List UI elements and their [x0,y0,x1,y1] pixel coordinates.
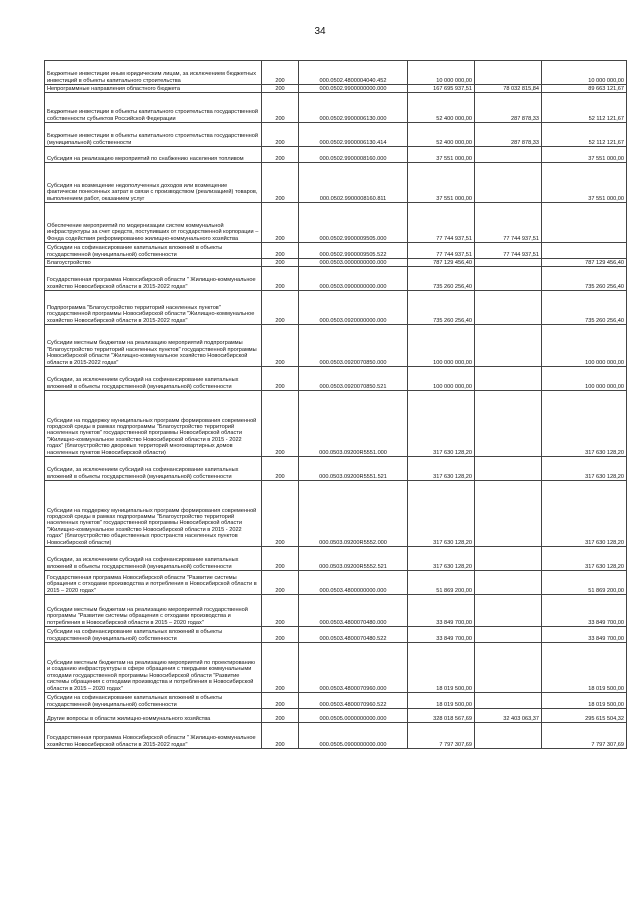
table-row [45,709,627,723]
row-name: Субсидии местным бюджетам на реализацию мероприятий государственной программы "Развитие системы обращения с отходами производства и потребления в Новосибирской области в 2015 – 2020 годах" [45,595,262,627]
row-name: Субсидии на поддержку муниципальных программ формирования современной городской среды в рамках подпрограммы "Благоустройство территорий населенных пунктов" государственной программы Новосибирской области "Жилищно-коммунальное хозяйство Новосибирской области в 2015 - 2022 годах" (благоустройство общественных пространств населенных пунктов Новосибирской области) [45,481,262,547]
row-name: Субсидии на софинансирование капитальных вложений в объекты государственной (муниципальной) собственности [45,627,262,643]
row-code: 200 [262,123,299,147]
row-value-federal [475,595,542,627]
row-value-regional: 52 112 121,67 [542,93,627,123]
row-code: 200 [262,723,299,749]
row-value-regional: 317 630 128,20 [542,481,627,547]
row-code: 200 [262,325,299,367]
table-row [45,595,627,627]
row-value-regional: 18 019 500,00 [542,693,627,709]
row-value-regional: 7 797 307,69 [542,723,627,749]
row-name: Благоустройство [45,259,262,267]
row-name: Субсидии, за исключением субсидий на софинансирование капитальных вложений в объекты государственной (муниципальной) собственности [45,367,262,391]
row-value-regional: 37 551 000,00 [542,147,627,163]
row-kbk: 000.0502.9900006130.414 [299,123,408,147]
row-kbk: 000.0503.4800070480.522 [299,627,408,643]
row-value-federal: 32 403 063,37 [475,709,542,723]
row-value-federal [475,163,542,203]
table-row [45,203,627,243]
row-value-total: 100 000 000,00 [408,325,475,367]
row-value-total: 100 000 000,00 [408,367,475,391]
table-row [45,547,627,571]
row-name: Субсидия на реализацию мероприятий по снабжению населения топливом [45,147,262,163]
row-kbk: 000.0502.9900008160.811 [299,163,408,203]
row-value-regional: 33 849 700,00 [542,595,627,627]
table-row [45,267,627,291]
row-code: 200 [262,457,299,481]
row-kbk: 000.0503.09200R5552.000 [299,481,408,547]
budget-table-body [45,61,627,749]
table-row [45,93,627,123]
row-name: Субсидия на возмещение недополученных доходов или возмещение фактически понесенных затрат в связи с производством (реализацией) товаров, выполнением работ, оказанием услуг [45,163,262,203]
table-row [45,259,627,267]
row-value-regional [542,203,627,243]
row-value-regional: 735 260 256,40 [542,291,627,325]
row-value-federal [475,291,542,325]
row-value-regional: 10 000 000,00 [542,61,627,85]
row-code: 200 [262,147,299,163]
row-value-total: 33 849 700,00 [408,627,475,643]
row-name: Субсидии местным бюджетам на реализацию мероприятий подпрограммы "Благоустройство территорий населенных пунктов" государственной программы Новосибирской области "Жилищно-коммунальное хозяйство Новосибирской области в 2015-2022 годах" [45,325,262,367]
row-value-total: 7 797 307,69 [408,723,475,749]
row-kbk: 000.0503.4800070960.000 [299,643,408,693]
row-value-federal [475,693,542,709]
row-kbk: 000.0503.09200R5551.521 [299,457,408,481]
row-name: Государственная программа Новосибирской области "Развитие системы обращения с отходами производства и потребления в Новосибирской области в 2015 – 2020 годах" [45,571,262,595]
row-value-regional: 317 630 128,20 [542,547,627,571]
row-value-regional: 89 663 121,67 [542,85,627,93]
row-code: 200 [262,627,299,643]
table-row [45,723,627,749]
row-value-regional: 317 630 128,20 [542,457,627,481]
row-name: Подпрограмма "Благоустройство территорий населенных пунктов" государственной программы Новосибирской области "Жилищно-коммунальное хозяйство Новосибирской области в 2015-2022 годах" [45,291,262,325]
table-row [45,61,627,85]
row-name: Субсидии, за исключением субсидий на софинансирование капитальных вложений в объекты государственной (муниципальной) собственности [45,457,262,481]
table-row [45,627,627,643]
row-value-total: 787 129 456,40 [408,259,475,267]
row-value-regional: 52 112 121,67 [542,123,627,147]
row-value-federal [475,147,542,163]
row-kbk: 000.0503.0920070850.521 [299,367,408,391]
row-kbk: 000.0502.9900006130.000 [299,93,408,123]
row-code: 200 [262,291,299,325]
row-value-federal: 77 744 937,51 [475,203,542,243]
row-value-federal [475,571,542,595]
table-row [45,85,627,93]
row-value-total: 18 019 500,00 [408,643,475,693]
row-name: Бюджетные инвестиции в объекты капитального строительства государственной собственности субъектов Российской Федерации [45,93,262,123]
row-kbk: 000.0503.09200R5551.000 [299,391,408,457]
row-value-federal [475,627,542,643]
row-value-total: 52 400 000,00 [408,93,475,123]
row-name: Непрограммные направления областного бюджета [45,85,262,93]
row-code: 200 [262,547,299,571]
table-row [45,325,627,367]
row-value-regional: 33 849 700,00 [542,627,627,643]
row-kbk: 000.0502.9900000000.000 [299,85,408,93]
row-code: 200 [262,595,299,627]
row-kbk: 000.0503.4800000000.000 [299,571,408,595]
row-value-total: 328 018 567,69 [408,709,475,723]
row-value-total: 18 019 500,00 [408,693,475,709]
row-value-regional: 735 260 256,40 [542,267,627,291]
row-value-total: 317 630 128,20 [408,547,475,571]
row-value-regional: 51 869 200,00 [542,571,627,595]
row-kbk: 000.0503.4800070480.000 [299,595,408,627]
row-kbk: 000.0503.0920000000.000 [299,291,408,325]
row-name: Субсидии на софинансирование капитальных вложений в объекты государственной (муниципальной) собственности [45,243,262,259]
table-row [45,693,627,709]
row-kbk: 000.0502.4800004040.452 [299,61,408,85]
row-kbk: 000.0503.0900000000.000 [299,267,408,291]
row-name: Бюджетные инвестиции иным юридическим лицам, за исключением бюджетных инвестиций в объекты капитального строительства [45,61,262,85]
row-code: 200 [262,203,299,243]
row-value-total: 37 551 000,00 [408,163,475,203]
row-value-regional: 37 551 000,00 [542,163,627,203]
row-value-total: 317 630 128,20 [408,457,475,481]
row-kbk: 000.0502.9900009505.000 [299,203,408,243]
row-name: Государственная программа Новосибирской области " Жилищно-коммунальное хозяйство Новосибирской области в 2015-2022 годах" [45,267,262,291]
row-name: Субсидии на поддержку муниципальных программ формирования современной городской среды в рамках подпрограммы "Благоустройство территорий населенных пунктов" государственной программы Новосибирской области "Жилищно-коммунальное хозяйство Новосибирской области в 2015 - 2022 годах" (благоустройство дворовых территорий многоквартирных домов населенных пунктов Новосибирской области) [45,391,262,457]
row-value-federal: 287 878,33 [475,123,542,147]
row-kbk: 000.0503.0920070850.000 [299,325,408,367]
row-code: 200 [262,391,299,457]
row-value-regional [542,243,627,259]
row-value-total: 735 260 256,40 [408,267,475,291]
row-value-total: 10 000 000,00 [408,61,475,85]
row-value-total: 77 744 937,51 [408,243,475,259]
row-value-regional: 787 129 456,40 [542,259,627,267]
table-row [45,391,627,457]
row-name: Обеспечение мероприятий по модернизации систем коммунальной инфраструктуры за счет средств, поступивших от государственной корпорации – Фонда содействия реформированию жилищно-коммунального хозяйства [45,203,262,243]
row-value-total: 317 630 128,20 [408,481,475,547]
row-kbk: 000.0505.0000000000.000 [299,709,408,723]
row-value-total: 33 849 700,00 [408,595,475,627]
row-value-federal: 77 744 937,51 [475,243,542,259]
row-value-regional: 100 000 000,00 [542,367,627,391]
table-row [45,243,627,259]
row-code: 200 [262,267,299,291]
row-value-regional: 100 000 000,00 [542,325,627,367]
row-value-regional: 18 019 500,00 [542,643,627,693]
row-kbk: 000.0505.0900000000.000 [299,723,408,749]
row-value-total: 167 695 937,51 [408,85,475,93]
row-value-total: 51 869 200,00 [408,571,475,595]
row-value-federal [475,723,542,749]
row-code: 200 [262,85,299,93]
row-name: Субсидии на софинансирование капитальных вложений в объекты государственной (муниципальной) собственности [45,693,262,709]
row-value-federal [475,457,542,481]
page-number: 34 [314,26,326,37]
row-value-federal [475,643,542,693]
row-kbk: 000.0502.9900009505.522 [299,243,408,259]
row-value-federal [475,259,542,267]
row-code: 200 [262,61,299,85]
table-row [45,367,627,391]
row-code: 200 [262,643,299,693]
row-value-total: 37 551 000,00 [408,147,475,163]
table-row [45,643,627,693]
row-value-federal [475,61,542,85]
table-row [45,571,627,595]
row-value-federal [475,391,542,457]
row-value-total: 52 400 000,00 [408,123,475,147]
row-code: 200 [262,481,299,547]
row-value-federal: 287 878,33 [475,93,542,123]
row-name: Субсидии местным бюджетам на реализацию мероприятий по проектированию и созданию инфраструктуры в сфере обращения с твердыми коммунальными отходами государственной программы Новосибирской области "Развитие системы обращения с отходами производства и потребления в Новосибирской области в 2015 – 2020 годах" [45,643,262,693]
budget-table [44,60,627,749]
row-value-federal: 78 032 815,84 [475,85,542,93]
row-kbk: 000.0503.4800070960.522 [299,693,408,709]
row-name: Государственная программа Новосибирской области " Жилищно-коммунальное хозяйство Новосибирской области в 2015-2022 годах" [45,723,262,749]
table-row [45,147,627,163]
row-code: 200 [262,693,299,709]
row-value-regional: 295 615 504,32 [542,709,627,723]
row-kbk: 000.0503.0000000000.000 [299,259,408,267]
row-name: Другие вопросы в области жилищно-коммунального хозяйства [45,709,262,723]
table-row [45,481,627,547]
row-code: 200 [262,243,299,259]
row-value-total: 735 260 256,40 [408,291,475,325]
row-name: Субсидии, за исключением субсидий на софинансирование капитальных вложений в объекты государственной (муниципальной) собственности [45,547,262,571]
row-value-federal [475,547,542,571]
row-value-total: 317 630 128,20 [408,391,475,457]
row-kbk: 000.0503.09200R5552.521 [299,547,408,571]
row-value-federal [475,325,542,367]
row-code: 200 [262,259,299,267]
row-code: 200 [262,163,299,203]
row-code: 200 [262,571,299,595]
row-code: 200 [262,367,299,391]
row-code: 200 [262,93,299,123]
row-value-federal [475,267,542,291]
row-code: 200 [262,709,299,723]
table-row [45,163,627,203]
row-kbk: 000.0502.9900008160.000 [299,147,408,163]
row-value-federal [475,481,542,547]
table-row [45,457,627,481]
table-row [45,291,627,325]
row-name: Бюджетные инвестиции в объекты капитального строительства государственной (муниципальной) собственности [45,123,262,147]
row-value-total: 77 744 937,51 [408,203,475,243]
table-row [45,123,627,147]
row-value-regional: 317 630 128,20 [542,391,627,457]
row-value-federal [475,367,542,391]
